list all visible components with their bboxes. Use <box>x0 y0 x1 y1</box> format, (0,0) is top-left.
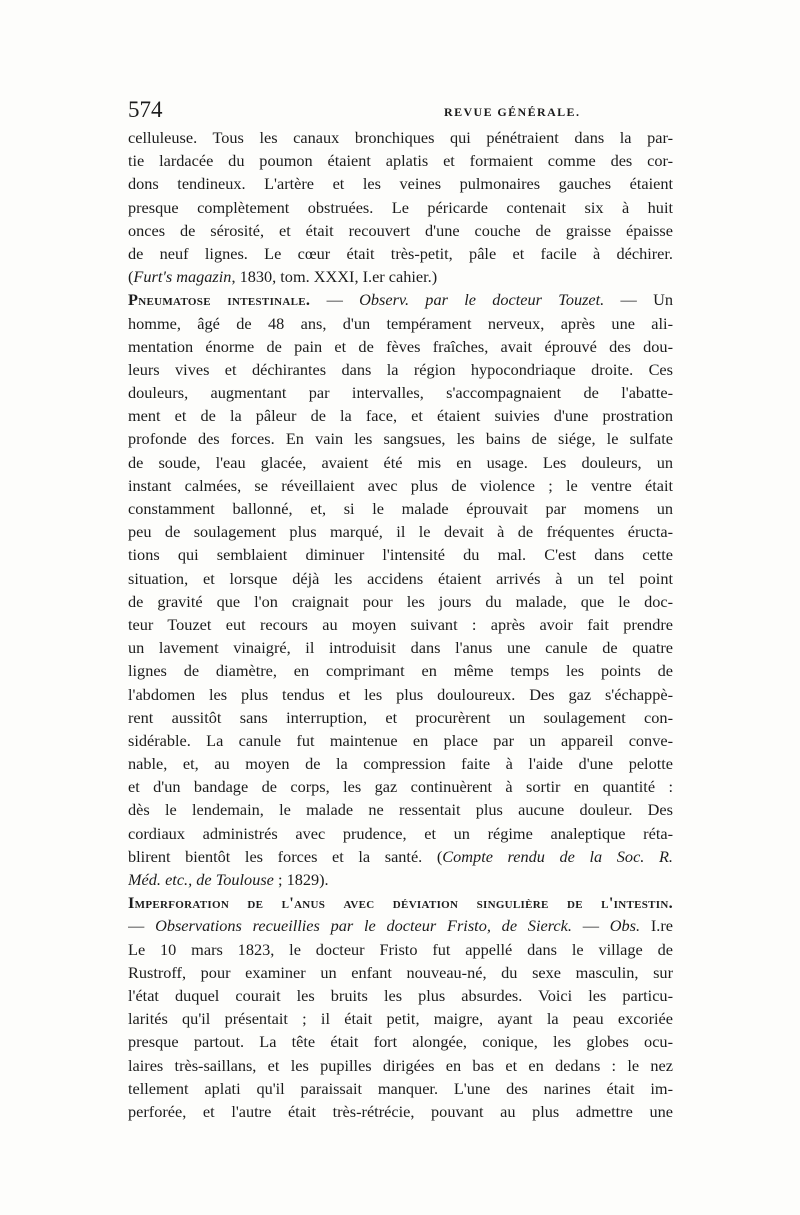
text-run: peu de soulagement plus marqué, il le devait à de fréquentes éructa- <box>128 522 673 542</box>
text-run: un lavement vinaigré, il introduisit dans l'anus une canule de quatre <box>128 638 673 658</box>
text-run: douleurs, augmentant par intervalles, s'accompagnaient de l'abatte- <box>128 383 673 403</box>
text-line <box>128 914 673 937</box>
text-run: lignes de diamètre, en comprimant en même temps les points de <box>128 661 673 681</box>
text-run: nable, et, au moyen de la compression faite à l'aide d'une pelotte <box>128 754 673 774</box>
text-run: constamment ballonné, et, si le malade éprouvait par momens un <box>128 499 673 518</box>
text-line <box>128 335 673 358</box>
text-run: situation, et lorsque déjà les accidens étaient arrivés à un tel point <box>128 568 673 588</box>
text-run: — <box>128 916 156 936</box>
text-run: Le 10 mars 1823, le docteur Fristo fut appellé dans le village de <box>128 939 673 959</box>
text-run: de neuf lignes. Le cœur était très-petit, pâle et facile à déchirer. <box>128 243 673 263</box>
text-line <box>128 312 673 335</box>
page-number: 574 <box>128 97 163 122</box>
text-run: mentation énorme de pain et de fèves fraîches, avait éprouvé des dou- <box>128 336 673 356</box>
text-line <box>128 381 673 404</box>
text-line <box>128 706 673 729</box>
running-head: REVUE GÉNÉRALE. <box>444 105 581 119</box>
text-run: de gravité que l'on craignait pour les jours du malade, que le doc- <box>128 591 673 611</box>
section-heading: Pneumatose intestinale. <box>128 290 311 310</box>
text-run: de soude, l'eau glacée, avaient été mis en usage. Les douleurs, un <box>128 452 673 472</box>
text-line <box>128 474 673 497</box>
italic-text: Méd. etc., de Toulouse <box>128 870 274 889</box>
text-run: l'abdomen les plus tendus et les plus douloureux. Des gaz s'échappè- <box>128 684 673 704</box>
text-line <box>128 427 673 450</box>
body-text <box>128 126 673 1123</box>
text-run: celluleuse. Tous les canaux bronchiques qui pénétraient dans la par- <box>128 128 673 147</box>
text-line <box>128 891 673 914</box>
text-line <box>128 683 673 706</box>
text-line <box>128 288 673 311</box>
text-line <box>128 961 673 984</box>
text-run: tellement aplati qu'il paraissait manquer. L'une des narines était im- <box>128 1078 673 1098</box>
text-line <box>128 172 673 195</box>
text-run: — <box>571 916 610 936</box>
text-line <box>128 613 673 636</box>
text-line <box>128 798 673 821</box>
text-run: instant calmées, se réveillaient avec plus de violence ; le ventre était <box>128 475 673 495</box>
text-line <box>128 520 673 543</box>
text-run: , 1830, tom. XXXI, I.er cahier.) <box>231 267 438 287</box>
text-line <box>128 845 673 868</box>
text-run: leurs vives et déchirantes dans la région hypocondriaque droite. Ces <box>128 359 673 379</box>
text-line <box>128 219 673 242</box>
text-line <box>128 404 673 427</box>
text-line <box>128 752 673 775</box>
text-line <box>128 126 673 149</box>
text-run: et d'un bandage de corps, les gaz continuèrent à sortir en quantité : <box>128 777 673 797</box>
text-run: perforée, et l'autre était très-rétrécie, pouvant au plus admettre une <box>128 1101 673 1121</box>
text-line <box>128 149 673 172</box>
text-line <box>128 1030 673 1053</box>
text-run: homme, âgé de 48 ans, d'un tempérament nerveux, après une ali- <box>128 313 673 333</box>
text-line <box>128 984 673 1007</box>
text-run: profonde des forces. En vain les sangsues, les bains de siége, le sulfate <box>128 429 673 449</box>
text-line <box>128 196 673 219</box>
text-run: I.re <box>640 916 673 936</box>
text-line <box>128 497 673 520</box>
text-line <box>128 451 673 474</box>
text-run: ( <box>128 267 134 287</box>
text-run: — Un <box>604 290 673 310</box>
text-line <box>128 543 673 566</box>
text-run: ; 1829). <box>273 870 329 889</box>
italic-text: Observ. par le docteur Touzet. <box>359 290 605 310</box>
text-line <box>128 659 673 682</box>
text-line <box>128 1054 673 1077</box>
italic-text: Observations recueillies par le docteur Fristo, de Sierck. <box>155 916 572 936</box>
text-line <box>128 1007 673 1030</box>
text-run: laires très-saillans, et les pupilles dirigées en bas et en dedans : le nez <box>128 1055 673 1075</box>
section-heading: Imperforation de l'anus avec déviation singulière de l'intestin. <box>128 893 673 913</box>
text-line <box>128 636 673 659</box>
text-run: presque partout. La tête était fort alongée, conique, les globes ocu- <box>128 1032 673 1052</box>
text-line <box>128 1077 673 1100</box>
text-run: ment et de la pâleur de la face, et étaient suivies d'une prostration <box>128 406 673 426</box>
text-run: — <box>310 290 360 310</box>
text-run: Rustroff, pour examiner un enfant nouveau-né, du sexe masculin, sur <box>128 962 673 982</box>
text-run: tions qui semblaient diminuer l'intensité du mal. C'est dans cette <box>128 545 673 565</box>
page-header <box>128 96 668 126</box>
text-line <box>128 775 673 798</box>
text-run: sidérable. La canule fut maintenue en place par un appareil conve- <box>128 730 673 750</box>
text-run: blirent bientôt les forces et la santé. ( <box>128 846 443 866</box>
text-line <box>128 1100 673 1123</box>
text-line <box>128 567 673 590</box>
text-line <box>128 590 673 613</box>
italic-text: Obs. <box>609 916 641 936</box>
text-run: presque complètement obstruées. Le péricarde contenait six à huit <box>128 197 673 217</box>
text-run: cordiaux administrés avec prudence, et un régime analeptique réta- <box>128 823 673 843</box>
text-run: tie lardacée du poumon étaient aplatis et formaient comme des cor- <box>128 151 673 171</box>
text-run: rent aussitôt sans interruption, et procurèrent un soulagement con- <box>128 707 673 727</box>
italic-text: Compte rendu de la Soc. R. <box>442 846 673 866</box>
text-run: l'état duquel courait les bruits les plus absurdes. Voici les particu- <box>128 985 673 1005</box>
text-line <box>128 242 673 265</box>
text-line <box>128 358 673 381</box>
text-line <box>128 938 673 961</box>
text-run: dès le lendemain, le malade ne ressentait plus aucune douleur. Des <box>128 800 673 820</box>
text-line <box>128 265 673 288</box>
italic-text: Furt's magazin <box>133 267 232 287</box>
text-run: onces de sérosité, et était recouvert d'une couche de graisse épaisse <box>128 220 673 240</box>
text-run: larités qu'il présentait ; il était petit, maigre, ayant la peau excoriée <box>128 1009 673 1029</box>
text-run: teur Touzet eut recours au moyen suivant : après avoir fait prendre <box>128 614 673 634</box>
text-line <box>128 868 673 891</box>
text-line <box>128 729 673 752</box>
text-run: dons tendineux. L'artère et les veines pulmonaires gauches étaient <box>128 174 673 194</box>
text-line <box>128 822 673 845</box>
